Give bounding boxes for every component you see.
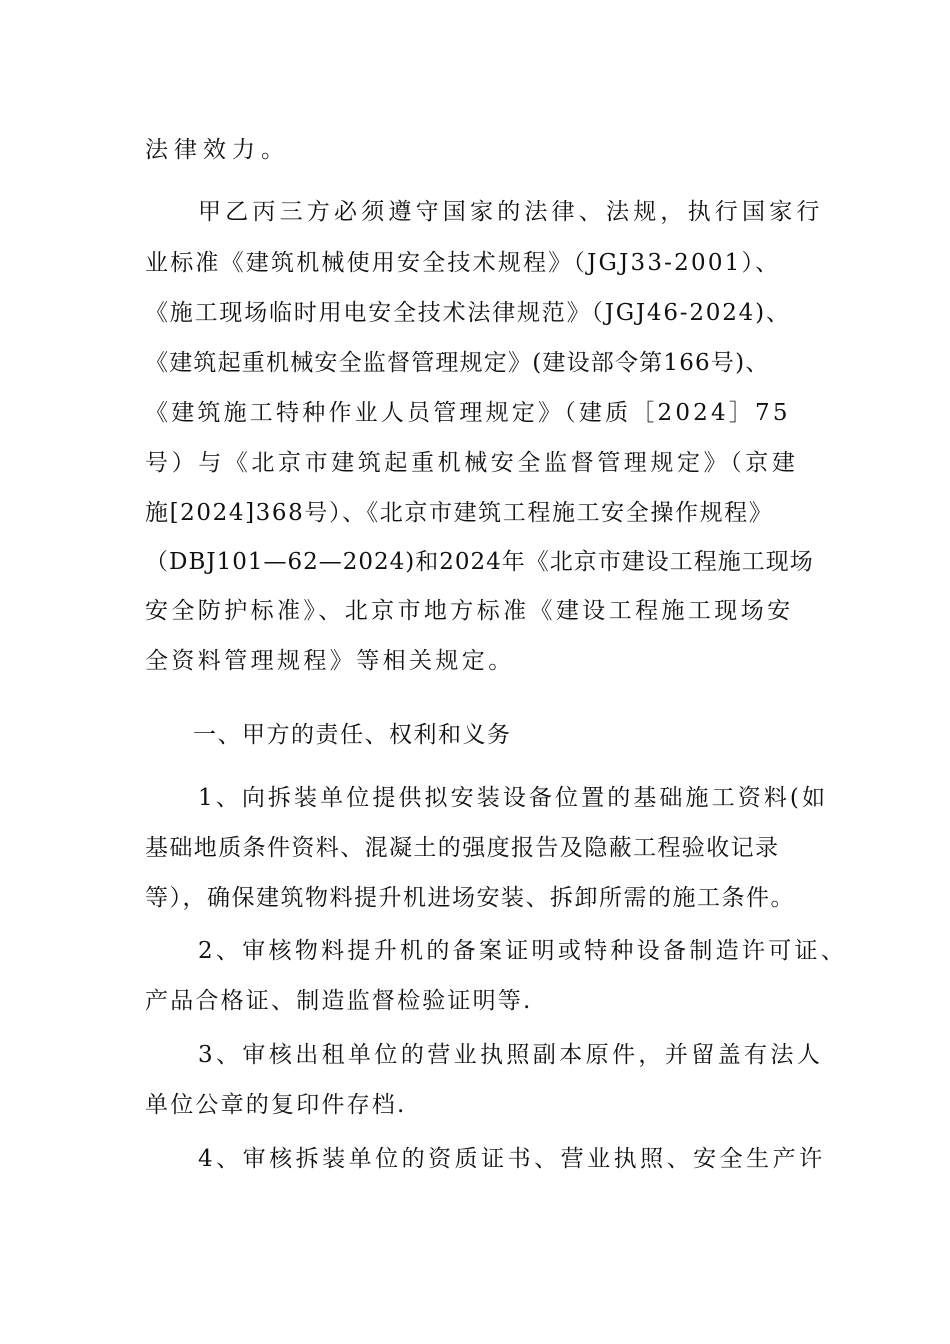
list-item: 3、审核出租单位的营业执照副本原件，并留盖有法人 — [198, 1042, 824, 1068]
text-line: 《建筑施工特种作业人员管理规定》（建质［2024］75 — [145, 400, 791, 426]
text-line: 《建筑起重机械安全监督管理规定》(建设部令第166号)、 — [145, 350, 770, 376]
text-line: 安全防护标准》、北京市地方标准《建设工程施工现场安 — [145, 598, 794, 624]
text-line: 产品合格证、制造监督检验证明等. — [145, 988, 533, 1014]
text-line: 单位公章的复印件存档. — [145, 1092, 407, 1118]
text-line: 法律效力。 — [145, 137, 290, 163]
text-line: 基础地质条件资料、混凝土的强度报告及隐蔽工程验收记录 — [145, 835, 780, 861]
list-item: 4、审核拆装单位的资质证书、营业执照、安全生产许 — [198, 1146, 826, 1172]
text-line: 施[2024]368号）、《北京市建筑工程施工安全操作规程》 — [145, 500, 774, 526]
list-item: 2、审核物料提升机的备案证明或特种设备制造许可证、 — [198, 938, 848, 964]
list-item: 1、向拆装单位提供拟安装设备位置的基础施工资料(如 — [198, 785, 829, 811]
paragraph-first-line: 甲乙丙三方必须遵守国家的法律、法规，执行国家行 — [198, 199, 824, 225]
text-line: 《施工现场临时用电安全技术法律规范》（JGJ46-2024)、 — [145, 300, 791, 326]
text-line: 业标准《建筑机械使用安全技术规程》（JGJ33-2001）、 — [145, 250, 781, 276]
section-heading: 一、甲方的责任、权利和义务 — [193, 722, 512, 748]
text-line: 等），确保建筑物料提升机进场安装、拆卸所需的施工条件。 — [145, 885, 795, 911]
text-line: 号）与《北京市建筑起重机械安全监督管理规定》（京建 — [145, 450, 799, 476]
text-line: 全资料管理规程》等相关规定。 — [145, 648, 515, 674]
text-line: （DBJ101—62—2024)和2024年《北京市建设工程施工现场 — [145, 549, 814, 575]
